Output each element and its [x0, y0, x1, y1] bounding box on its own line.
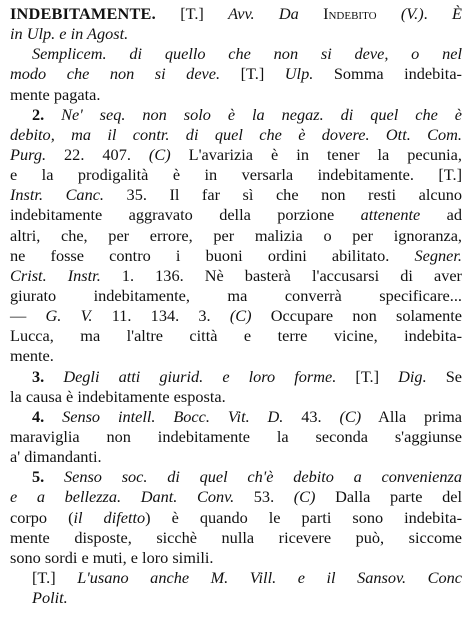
entry-line-22: maraviglia non indebitamente la seconda s'aggiunse [10, 426, 462, 446]
entry-line-16: — G. V. 11. 134. 3. (C) Occupare non solamente [10, 306, 462, 326]
entry-line-30: Polit. [32, 588, 68, 608]
entry-line-14: Crist. Instr. 1. 136. Nè basterà l'accusarsi di aver [10, 265, 462, 285]
entry-line-26: corpo (il difetto) è quando le parti sono indebita- [10, 507, 462, 527]
entry-line-21: 4. Senso intell. Bocc. Vit. D. 43. (C) Alla prima [32, 406, 463, 426]
entry-line-9: e la prodigalità è in versarla indebitamente. [T.] [10, 165, 462, 185]
entry-line-4: modo che non si deve. [T.] Ulp. Somma indebita- [10, 64, 462, 84]
dictionary-entry [10, 4, 462, 608]
entry-line-6: 2. Ne' seq. non solo è la negaz. di quel che è [32, 104, 462, 124]
entry-line-23: a' dimandanti. [10, 447, 102, 467]
entry-line-2: in Ulp. e in Agost. [10, 24, 129, 44]
entry-line-25: e a bellezza. Dant. Conv. 53. (C) Dalla parte del [10, 487, 462, 507]
entry-line-19: 3. Degli atti giurid. e loro forme. [T.] Dig. Se [32, 366, 463, 386]
entry-line-28: sono sordi e muti, e loro simili. [10, 547, 214, 567]
entry-line-8: Purg. 22. 407. (C) L'avarizia è in tener la pecunia, [10, 144, 462, 164]
entry-line-11: indebitamente aggravato della porzione attenente ad [10, 205, 463, 225]
entry-line-24: 5. Senso soc. di quel ch'è debito a convenienza [32, 467, 462, 487]
entry-line-5: mente pagata. [10, 84, 101, 104]
entry-line-1: INDEBITAMENTE. [T.] Avv. Da Indebito (V.). È [10, 4, 462, 23]
entry-line-7: debito, ma il contr. di quel che è dovere. Ott. Com. [10, 124, 462, 144]
entry-line-20: la causa è indebitamente esposta. [10, 386, 226, 406]
entry-line-18: mente. [10, 346, 54, 366]
entry-line-27: mente disposte, sicchè nulla ricevere può, siccome [10, 527, 462, 547]
entry-line-29: [T.] L'usano anche M. Vill. e il Sansov. Conc [32, 567, 462, 587]
entry-line-10: Instr. Canc. 35. Il far sì che non resti alcuno [10, 185, 463, 205]
entry-line-15: giurato indebitamente, ma converrà specificare... [10, 285, 462, 305]
entry-line-17: Lucca, ma l'altre città e terre vicine, indebita- [10, 326, 462, 346]
entry-line-13: ne fosse contro i buoni ordini abilitato. Segner. [10, 245, 462, 265]
entry-line-12: altri, che, per errore, per malizia o per ignoranza, [10, 225, 462, 245]
entry-line-3: Semplicem. di quello che non si deve, o nel [32, 44, 462, 64]
